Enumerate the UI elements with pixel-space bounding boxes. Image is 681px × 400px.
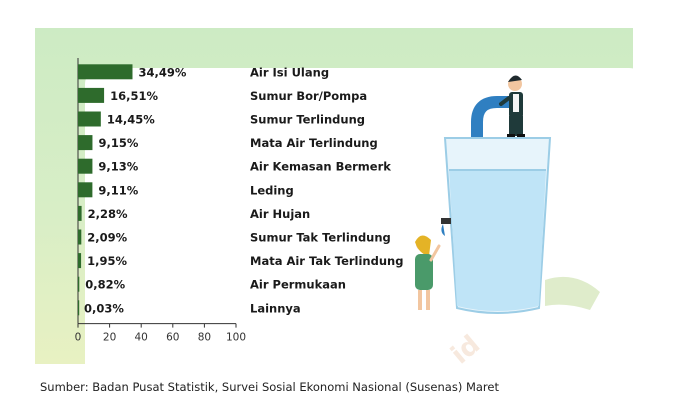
bar-value-label: 14,45% [106, 112, 155, 127]
bar [78, 182, 92, 197]
category-label: Sumur Tak Terlindung [250, 230, 391, 245]
x-tick-label: 0 [74, 331, 82, 344]
watermark: id [445, 329, 486, 371]
bar-value-label: 1,95% [87, 254, 127, 269]
bar-value-label: 2,09% [87, 230, 128, 245]
bar-value-label: 34,49% [138, 65, 187, 80]
category-label: Leding [250, 183, 294, 198]
water-glass-illustration [405, 70, 605, 330]
bar [78, 230, 81, 245]
category-label: Lainnya [250, 301, 301, 316]
bar-value-label: 0,03% [84, 301, 124, 316]
bar [78, 277, 79, 292]
bar-value-label: 9,11% [98, 183, 139, 198]
x-tick-label: 20 [102, 331, 117, 344]
x-tick-label: 80 [197, 331, 212, 344]
category-label: Air Permukaan [250, 277, 346, 292]
bar [78, 253, 81, 268]
tap-icon [441, 218, 451, 224]
bar [78, 206, 82, 221]
woman-figure [415, 235, 439, 310]
bar [78, 88, 104, 103]
bar-value-label: 16,51% [110, 88, 158, 103]
category-label: Air Isi Ulang [250, 65, 330, 80]
category-label: Sumur Bor/Pompa [250, 88, 368, 103]
category-label: Mata Air Terlindung [250, 136, 378, 151]
bar [78, 159, 92, 174]
category-label: Sumur Terlindung [250, 112, 366, 127]
bar [78, 135, 92, 150]
x-tick-label: 60 [166, 331, 180, 344]
bar [78, 64, 132, 79]
x-tick-label: 100 [225, 331, 247, 344]
bar-value-label: 0,82% [85, 277, 126, 292]
water-fill [449, 170, 546, 311]
source-note: Sumber: Badan Pusat Statistik, Survei Sosial Ekonomi Nasional (Susenas) Maret [40, 380, 499, 394]
category-label: Air Kemasan Bermerk [250, 159, 391, 174]
bar [78, 300, 79, 315]
category-label: Air Hujan [250, 206, 311, 221]
bar-value-label: 9,15% [98, 136, 139, 151]
x-tick-label: 40 [134, 331, 148, 344]
bar [78, 112, 101, 127]
bar-value-label: 9,13% [98, 159, 139, 174]
category-label: Mata Air Tak Terlindung [250, 254, 404, 269]
bar-value-label: 2,28% [87, 206, 128, 221]
